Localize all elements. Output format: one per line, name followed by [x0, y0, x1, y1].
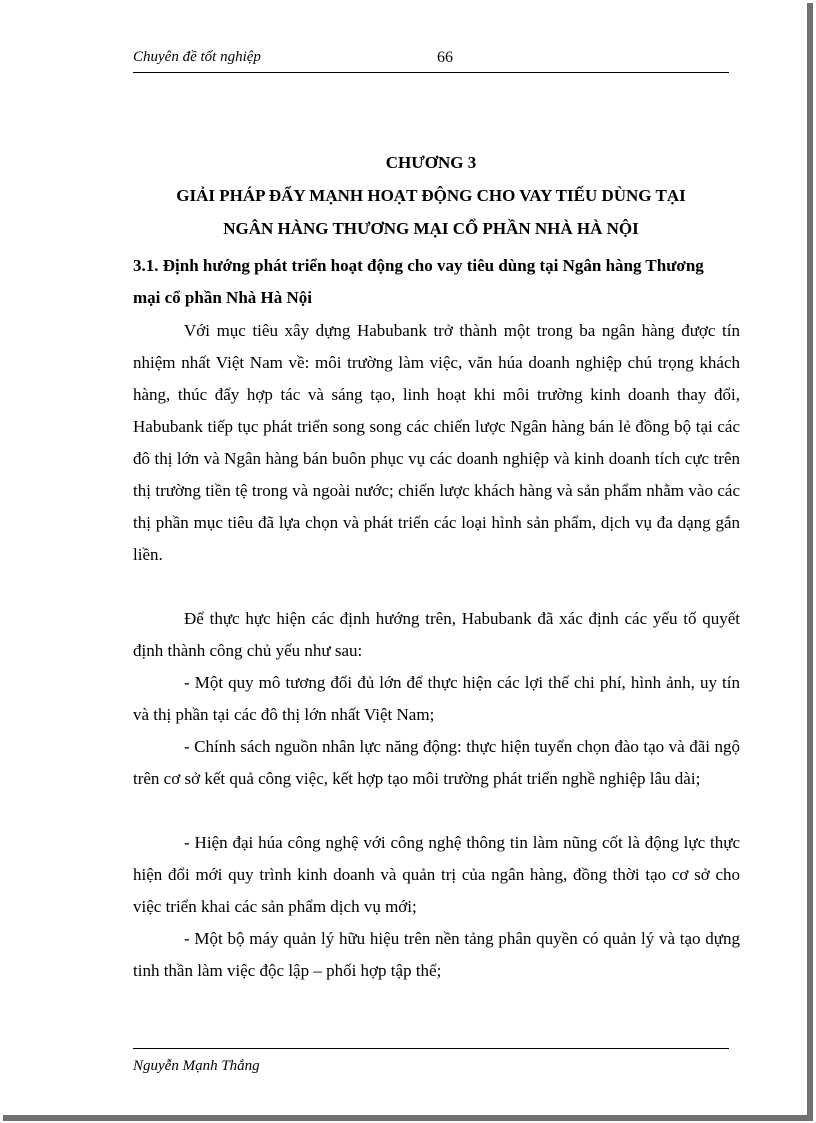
page-number: 66 [437, 49, 453, 66]
bullet-scale: - Một quy mô tương đối đủ lớn để thực hiện các lợi thế chi phí, hình ảnh, uy tín và thị phần tại các đô thị lớn nhất Việt Nam; [133, 673, 740, 724]
bullet-technology: - Hiện đại húa công nghệ với công nghệ thông tin làm nũng cốt là động lực thực hiện đổi mới quy trình kinh doanh và quản trị của ngân hàng, đồng thời tạo cơ sở cho việc triển khai các sản phẩm dịch vụ mới; [133, 833, 740, 916]
header-rule [133, 72, 729, 73]
bullet-management: - Một bộ máy quản lý hữu hiệu trên nền tảng phân quyền có quản lý và tạo dựng tinh thần làm việc độc lập – phối hợp tập thể; [133, 929, 740, 980]
paragraph-factors-intro: Để thực hực hiện các định hướng trên, Habubank đã xác định các yếu tố quyết định thành công chủ yếu như sau: [133, 609, 740, 660]
chapter-title-line2: NGÂN HÀNG THƯƠNG MẠI CỔ PHẦN NHÀ HÀ NỘI [223, 219, 639, 238]
paragraph-intro: Với mục tiêu xây dựng Habubank trở thành một trong ba ngân hàng được tín nhiệm nhất Việt Nam về: môi trường làm việc, văn húa doanh nghiệp chú trọng khách hàng, thúc đẩy hợp tác và sáng tạo, linh hoạt khi môi trường kinh doanh thay đổi, Habubank tiếp tục phát triển song song các chiến lược Ngân hàng bán lẻ đồng bộ tại các đô thị lớn và Ngân hàng bán buôn phục vụ các doanh nghiệp và kinh doanh tích cực trên thị trường tiền tệ trong và ngoài nước; chiến lược khách hàng và sản phẩm nhằm vào các thị phần mục tiêu đã lựa chọn và phát triển các loại hình sản phẩm, dịch vụ đa dạng gắn liền. [133, 321, 740, 564]
footer-rule [133, 1048, 729, 1049]
section-heading: 3.1. Định hướng phát triển hoạt động cho vay tiêu dùng tại Ngân hàng Thương mại cổ phần Nhà Hà Nội [133, 256, 704, 307]
chapter-number: CHƯƠNG 3 [385, 153, 477, 172]
bullet-hr-policy: - Chính sách nguồn nhân lực năng động: thực hiện tuyển chọn đào tạo và đãi ngộ trên cơ sở kết quả công việc, kết hợp tạo môi trường phát triển nghề nghiệp lâu dài; [133, 737, 740, 788]
header-title: Chuyên đề tốt nghiệp [133, 49, 261, 65]
chapter-title-line1: GIẢI PHÁP ĐẨY MẠNH HOẠT ĐỘNG CHO VAY TIẾU DÙNG TẠI [176, 186, 686, 205]
footer-author: Nguyễn Mạnh Thắng [133, 1058, 260, 1074]
